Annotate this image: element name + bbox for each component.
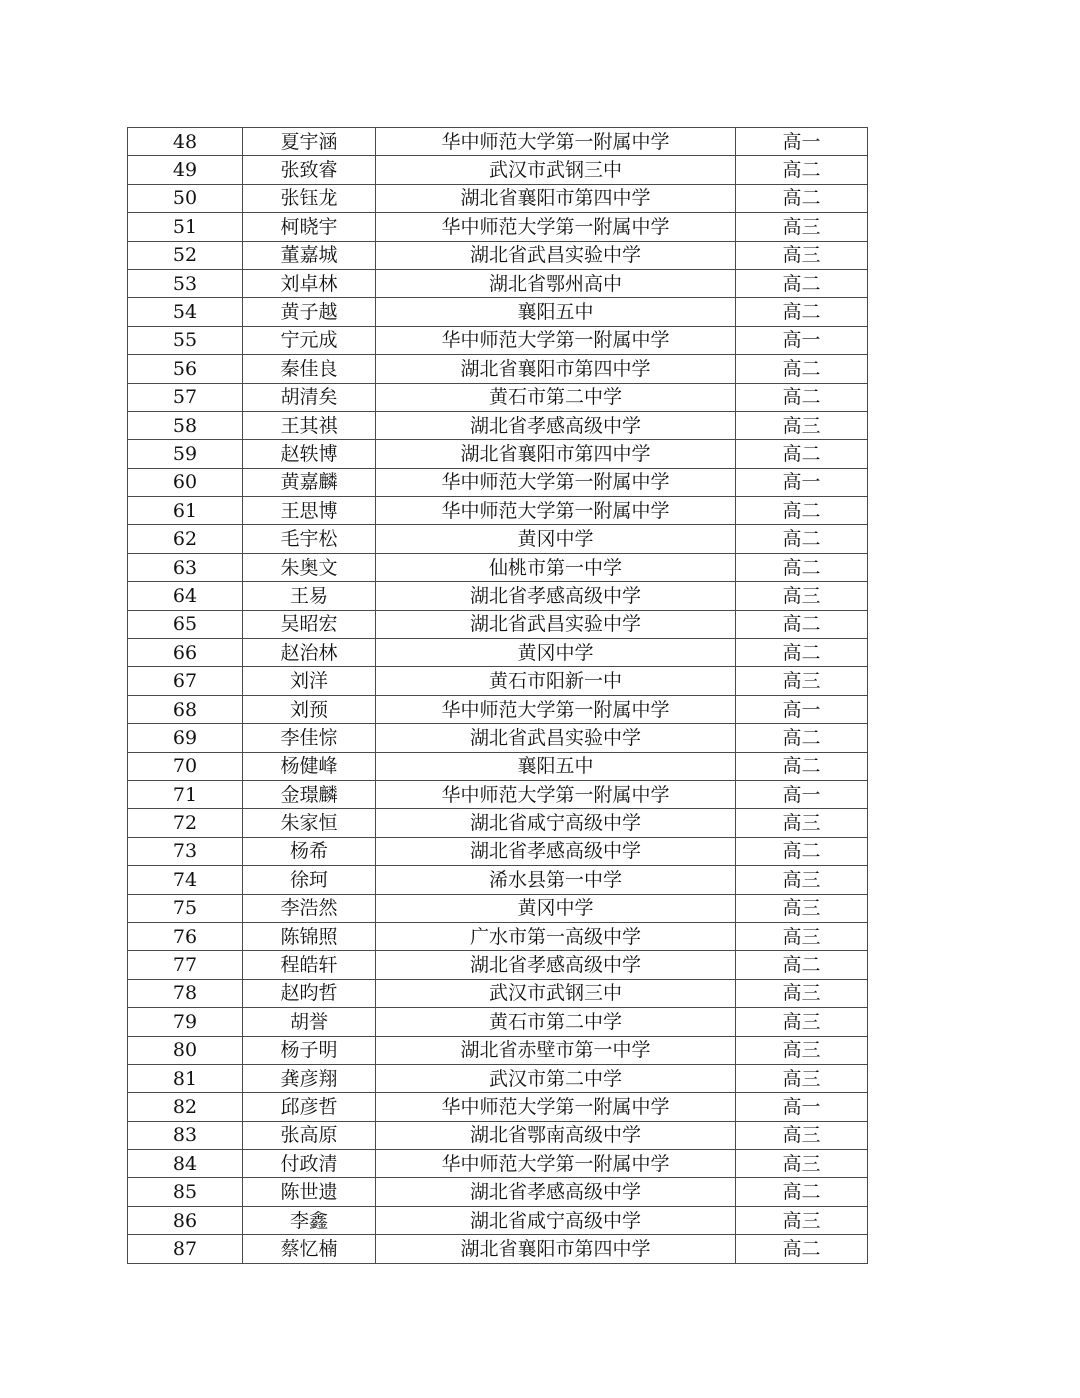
table-row: [128, 553, 868, 581]
grade-cell: 高一: [736, 695, 868, 723]
school-name-cell: 华中师范大学第一附属中学: [376, 326, 736, 354]
student-name-cell: 胡清矣: [243, 383, 376, 411]
table-row: [128, 298, 868, 326]
table-row: [128, 383, 868, 411]
school-name-cell: 华中师范大学第一附属中学: [376, 468, 736, 496]
student-name-cell: 李浩然: [243, 894, 376, 922]
grade-cell: 高一: [736, 326, 868, 354]
grade-cell: 高三: [736, 1150, 868, 1178]
student-name-cell: 刘卓林: [243, 269, 376, 297]
school-name-cell: 黄石市阳新一中: [376, 667, 736, 695]
grade-cell: 高二: [736, 752, 868, 780]
table-row: [128, 241, 868, 269]
student-name-cell: 黄子越: [243, 298, 376, 326]
student-name-cell: 赵治林: [243, 639, 376, 667]
row-number-cell: 55: [128, 326, 243, 354]
student-name-cell: 张致睿: [243, 156, 376, 184]
row-number-cell: 61: [128, 497, 243, 525]
student-name-cell: 柯晓宇: [243, 213, 376, 241]
grade-cell: 高三: [736, 1206, 868, 1234]
grade-cell: 高二: [736, 724, 868, 752]
row-number-cell: 69: [128, 724, 243, 752]
table-row: [128, 1206, 868, 1234]
row-number-cell: 49: [128, 156, 243, 184]
row-number-cell: 72: [128, 809, 243, 837]
table-row: [128, 695, 868, 723]
grade-cell: 高二: [736, 269, 868, 297]
student-name-cell: 宁元成: [243, 326, 376, 354]
grade-cell: 高二: [736, 1235, 868, 1263]
student-name-cell: 毛宇松: [243, 525, 376, 553]
table-row: [128, 809, 868, 837]
table-row: [128, 184, 868, 212]
grade-cell: 高三: [736, 1064, 868, 1092]
table-row: [128, 894, 868, 922]
student-name-cell: 赵轶博: [243, 440, 376, 468]
school-name-cell: 黄石市第二中学: [376, 383, 736, 411]
row-number-cell: 86: [128, 1206, 243, 1234]
row-number-cell: 59: [128, 440, 243, 468]
table-row: [128, 837, 868, 865]
table-row: [128, 468, 868, 496]
table-row: [128, 1093, 868, 1121]
row-number-cell: 54: [128, 298, 243, 326]
grade-cell: 高一: [736, 128, 868, 156]
school-name-cell: 华中师范大学第一附属中学: [376, 128, 736, 156]
grade-cell: 高三: [736, 922, 868, 950]
student-name-cell: 张钰龙: [243, 184, 376, 212]
school-name-cell: 湖北省孝感高级中学: [376, 1178, 736, 1206]
student-name-cell: 董嘉城: [243, 241, 376, 269]
school-name-cell: 湖北省鄂南高级中学: [376, 1121, 736, 1149]
student-name-cell: 杨健峰: [243, 752, 376, 780]
table-row: [128, 355, 868, 383]
student-name-cell: 吴昭宏: [243, 610, 376, 638]
table-row: [128, 639, 868, 667]
row-number-cell: 63: [128, 553, 243, 581]
row-number-cell: 83: [128, 1121, 243, 1149]
student-list-table: [127, 127, 868, 1264]
grade-cell: 高三: [736, 213, 868, 241]
table-row: [128, 156, 868, 184]
grade-cell: 高二: [736, 156, 868, 184]
grade-cell: 高二: [736, 525, 868, 553]
row-number-cell: 64: [128, 582, 243, 610]
school-name-cell: 湖北省襄阳市第四中学: [376, 184, 736, 212]
table-row: [128, 724, 868, 752]
grade-cell: 高二: [736, 639, 868, 667]
grade-cell: 高三: [736, 1036, 868, 1064]
table-row: [128, 525, 868, 553]
row-number-cell: 73: [128, 837, 243, 865]
school-name-cell: 华中师范大学第一附属中学: [376, 1150, 736, 1178]
table-row: [128, 610, 868, 638]
row-number-cell: 56: [128, 355, 243, 383]
grade-cell: 高三: [736, 1121, 868, 1149]
school-name-cell: 湖北省孝感高级中学: [376, 951, 736, 979]
school-name-cell: 浠水县第一中学: [376, 866, 736, 894]
table-row: [128, 440, 868, 468]
student-name-cell: 刘洋: [243, 667, 376, 695]
row-number-cell: 68: [128, 695, 243, 723]
student-name-cell: 邱彦哲: [243, 1093, 376, 1121]
student-name-cell: 杨希: [243, 837, 376, 865]
school-name-cell: 湖北省襄阳市第四中学: [376, 1235, 736, 1263]
row-number-cell: 48: [128, 128, 243, 156]
row-number-cell: 62: [128, 525, 243, 553]
row-number-cell: 81: [128, 1064, 243, 1092]
student-name-cell: 蔡忆楠: [243, 1235, 376, 1263]
school-name-cell: 湖北省咸宁高级中学: [376, 809, 736, 837]
grade-cell: 高三: [736, 809, 868, 837]
grade-cell: 高三: [736, 241, 868, 269]
school-name-cell: 黄冈中学: [376, 639, 736, 667]
student-name-cell: 程皓轩: [243, 951, 376, 979]
row-number-cell: 57: [128, 383, 243, 411]
table-row: [128, 1150, 868, 1178]
grade-cell: 高三: [736, 894, 868, 922]
school-name-cell: 湖北省咸宁高级中学: [376, 1206, 736, 1234]
school-name-cell: 华中师范大学第一附属中学: [376, 780, 736, 808]
school-name-cell: 黄冈中学: [376, 525, 736, 553]
student-name-cell: 李佳悰: [243, 724, 376, 752]
school-name-cell: 黄冈中学: [376, 894, 736, 922]
table-row: [128, 780, 868, 808]
row-number-cell: 58: [128, 411, 243, 439]
table-row: [128, 1008, 868, 1036]
row-number-cell: 50: [128, 184, 243, 212]
student-name-cell: 朱家恒: [243, 809, 376, 837]
grade-cell: 高三: [736, 411, 868, 439]
row-number-cell: 51: [128, 213, 243, 241]
school-name-cell: 湖北省武昌实验中学: [376, 241, 736, 269]
student-name-cell: 王其祺: [243, 411, 376, 439]
row-number-cell: 79: [128, 1008, 243, 1036]
grade-cell: 高二: [736, 610, 868, 638]
student-name-cell: 朱奥文: [243, 553, 376, 581]
table-row: [128, 411, 868, 439]
row-number-cell: 74: [128, 866, 243, 894]
row-number-cell: 80: [128, 1036, 243, 1064]
grade-cell: 高二: [736, 553, 868, 581]
row-number-cell: 82: [128, 1093, 243, 1121]
row-number-cell: 53: [128, 269, 243, 297]
table-row: [128, 269, 868, 297]
student-name-cell: 夏宇涵: [243, 128, 376, 156]
grade-cell: 高三: [736, 866, 868, 894]
table-row: [128, 667, 868, 695]
grade-cell: 高二: [736, 298, 868, 326]
grade-cell: 高一: [736, 1093, 868, 1121]
grade-cell: 高一: [736, 468, 868, 496]
grade-cell: 高二: [736, 951, 868, 979]
school-name-cell: 襄阳五中: [376, 752, 736, 780]
row-number-cell: 87: [128, 1235, 243, 1263]
school-name-cell: 华中师范大学第一附属中学: [376, 1093, 736, 1121]
school-name-cell: 湖北省武昌实验中学: [376, 724, 736, 752]
table-body: [128, 128, 868, 1264]
grade-cell: 高三: [736, 582, 868, 610]
row-number-cell: 84: [128, 1150, 243, 1178]
grade-cell: 高三: [736, 979, 868, 1007]
table-row: [128, 497, 868, 525]
row-number-cell: 75: [128, 894, 243, 922]
grade-cell: 高一: [736, 780, 868, 808]
school-name-cell: 湖北省襄阳市第四中学: [376, 355, 736, 383]
student-name-cell: 秦佳良: [243, 355, 376, 383]
row-number-cell: 85: [128, 1178, 243, 1206]
student-name-cell: 胡誉: [243, 1008, 376, 1036]
grade-cell: 高三: [736, 667, 868, 695]
table-row: [128, 752, 868, 780]
school-name-cell: 华中师范大学第一附属中学: [376, 497, 736, 525]
school-name-cell: 襄阳五中: [376, 298, 736, 326]
table-row: [128, 951, 868, 979]
grade-cell: 高二: [736, 355, 868, 383]
student-name-cell: 李鑫: [243, 1206, 376, 1234]
school-name-cell: 武汉市武钢三中: [376, 979, 736, 1007]
school-name-cell: 湖北省孝感高级中学: [376, 411, 736, 439]
table-row: [128, 1178, 868, 1206]
table-row: [128, 326, 868, 354]
student-name-cell: 刘预: [243, 695, 376, 723]
student-name-cell: 龚彦翔: [243, 1064, 376, 1092]
grade-cell: 高二: [736, 383, 868, 411]
grade-cell: 高二: [736, 440, 868, 468]
school-name-cell: 黄石市第二中学: [376, 1008, 736, 1036]
student-name-cell: 王思博: [243, 497, 376, 525]
grade-cell: 高三: [736, 1008, 868, 1036]
row-number-cell: 71: [128, 780, 243, 808]
table-row: [128, 1121, 868, 1149]
grade-cell: 高二: [736, 1178, 868, 1206]
table-row: [128, 1064, 868, 1092]
row-number-cell: 52: [128, 241, 243, 269]
table-row: [128, 866, 868, 894]
school-name-cell: 湖北省鄂州高中: [376, 269, 736, 297]
row-number-cell: 70: [128, 752, 243, 780]
school-name-cell: 湖北省孝感高级中学: [376, 837, 736, 865]
school-name-cell: 武汉市武钢三中: [376, 156, 736, 184]
grade-cell: 高二: [736, 497, 868, 525]
student-name-cell: 王易: [243, 582, 376, 610]
grade-cell: 高二: [736, 184, 868, 212]
school-name-cell: 仙桃市第一中学: [376, 553, 736, 581]
student-name-cell: 付政清: [243, 1150, 376, 1178]
school-name-cell: 湖北省襄阳市第四中学: [376, 440, 736, 468]
grade-cell: 高二: [736, 837, 868, 865]
student-name-cell: 张高原: [243, 1121, 376, 1149]
table-row: [128, 213, 868, 241]
student-name-cell: 陈锦照: [243, 922, 376, 950]
row-number-cell: 65: [128, 610, 243, 638]
student-name-cell: 金璟麟: [243, 780, 376, 808]
row-number-cell: 78: [128, 979, 243, 1007]
school-name-cell: 湖北省赤壁市第一中学: [376, 1036, 736, 1064]
school-name-cell: 华中师范大学第一附属中学: [376, 695, 736, 723]
school-name-cell: 华中师范大学第一附属中学: [376, 213, 736, 241]
school-name-cell: 湖北省孝感高级中学: [376, 582, 736, 610]
table-row: [128, 979, 868, 1007]
table-row: [128, 582, 868, 610]
student-name-cell: 徐珂: [243, 866, 376, 894]
row-number-cell: 60: [128, 468, 243, 496]
school-name-cell: 武汉市第二中学: [376, 1064, 736, 1092]
student-name-cell: 杨子明: [243, 1036, 376, 1064]
student-name-cell: 赵昀哲: [243, 979, 376, 1007]
table-row: [128, 922, 868, 950]
table-row: [128, 1036, 868, 1064]
row-number-cell: 67: [128, 667, 243, 695]
table-row: [128, 1235, 868, 1263]
row-number-cell: 76: [128, 922, 243, 950]
row-number-cell: 66: [128, 639, 243, 667]
school-name-cell: 广水市第一高级中学: [376, 922, 736, 950]
row-number-cell: 77: [128, 951, 243, 979]
student-name-cell: 陈世遗: [243, 1178, 376, 1206]
student-name-cell: 黄嘉麟: [243, 468, 376, 496]
school-name-cell: 湖北省武昌实验中学: [376, 610, 736, 638]
table-row: [128, 128, 868, 156]
